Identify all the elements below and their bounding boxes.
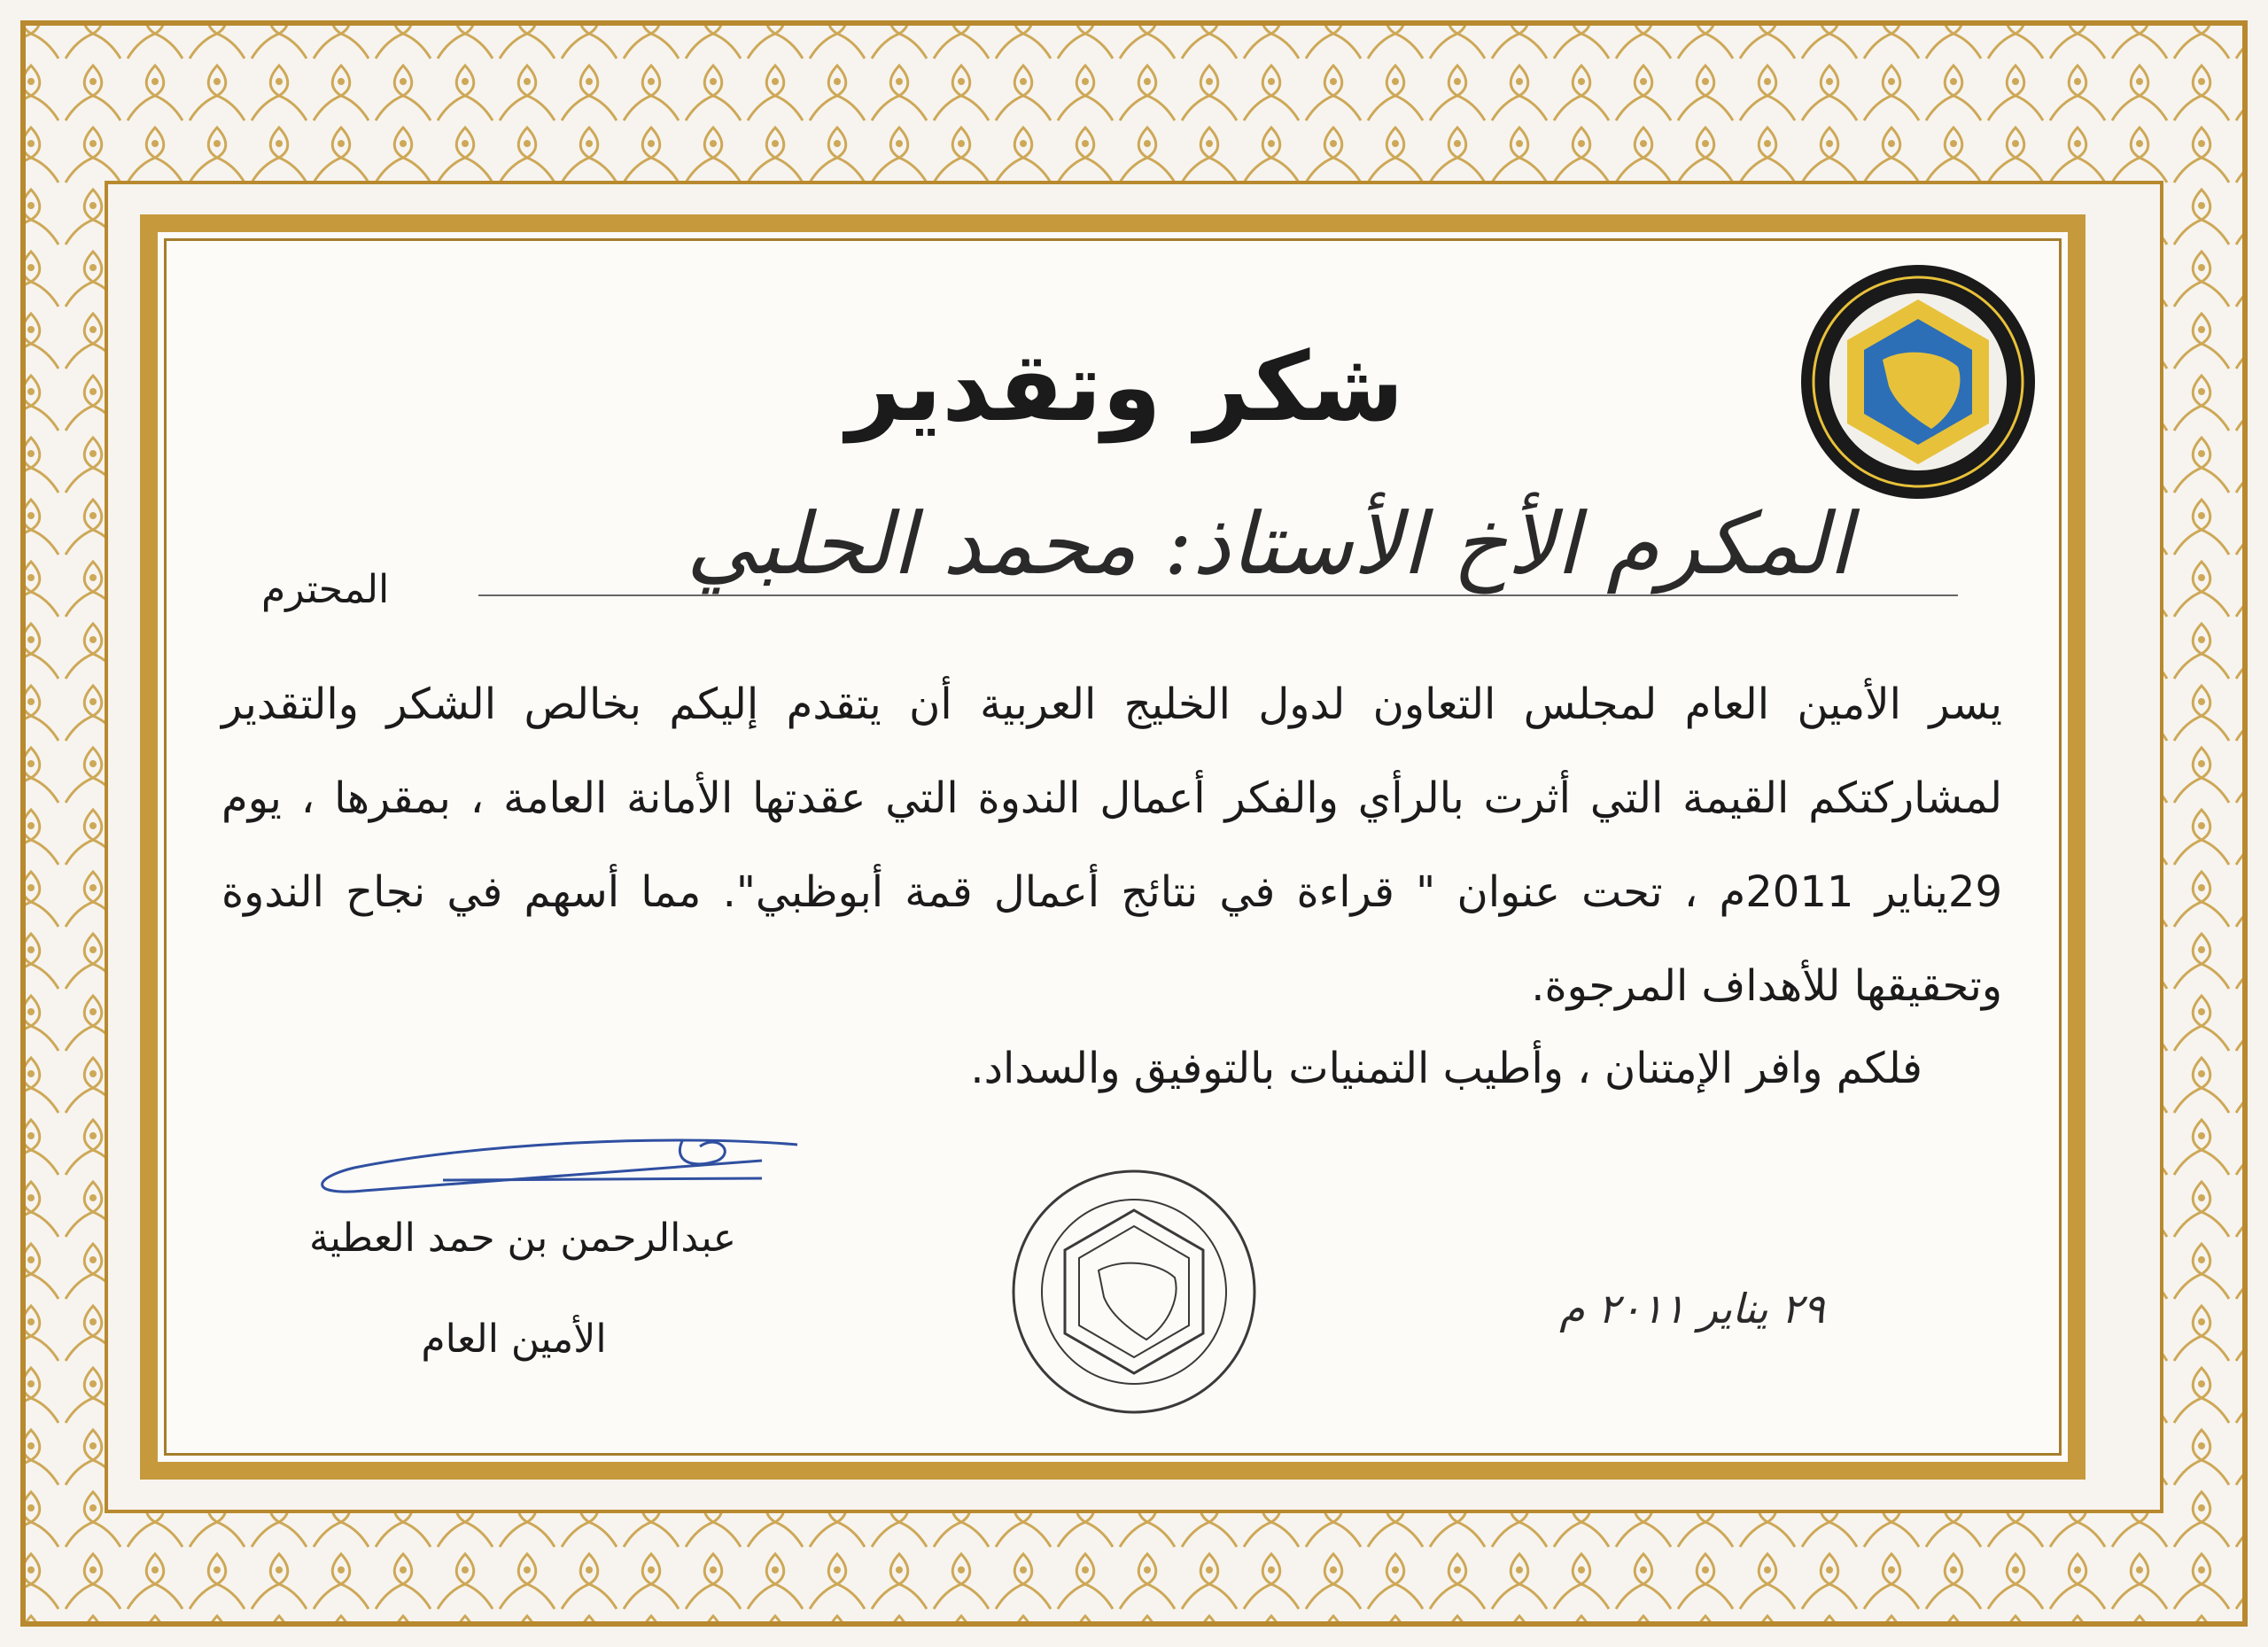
signatory-title: الأمين العام: [421, 1317, 607, 1362]
gcc-stamp-icon: [1010, 1168, 1258, 1416]
certificate-title: شكر وتقدير: [846, 332, 1404, 443]
handwritten-date: ٢٩ يناير ٢٠١١ م: [1559, 1285, 1825, 1332]
signatory-name: عبدالرحمن بن حمد العطية: [309, 1216, 736, 1261]
gcc-emblem-icon: [1798, 262, 2038, 501]
honorific-label: المحترم: [261, 567, 390, 612]
certificate-body: يسر الأمين العام لمجلس التعاون لدول الخليج العربية أن يتقدم إليكم بخالص الشكر والتقدير لمشاركتكم القيمة التي أثرت بالرأي والفكر أعمال الندوة التي عقدتها الأمانة العامة ، بمقرها ، يوم 29يناير 2011م ، تحت عنوان " قراءة في نتائج أعمال قمة أبوظبي". مما أسهم في نجاح الندوة وتحقيقها للأهداف المرجوة.: [221, 680, 2002, 1011]
addressee-underline: [478, 594, 1958, 596]
closing-line: فلكم وافر الإمتنان ، وأطيب التمنيات بالتوفيق والسداد.: [970, 1044, 1922, 1093]
addressee-name: المكرم الأخ الأستاذ: محمد الحلبي: [686, 494, 1852, 594]
